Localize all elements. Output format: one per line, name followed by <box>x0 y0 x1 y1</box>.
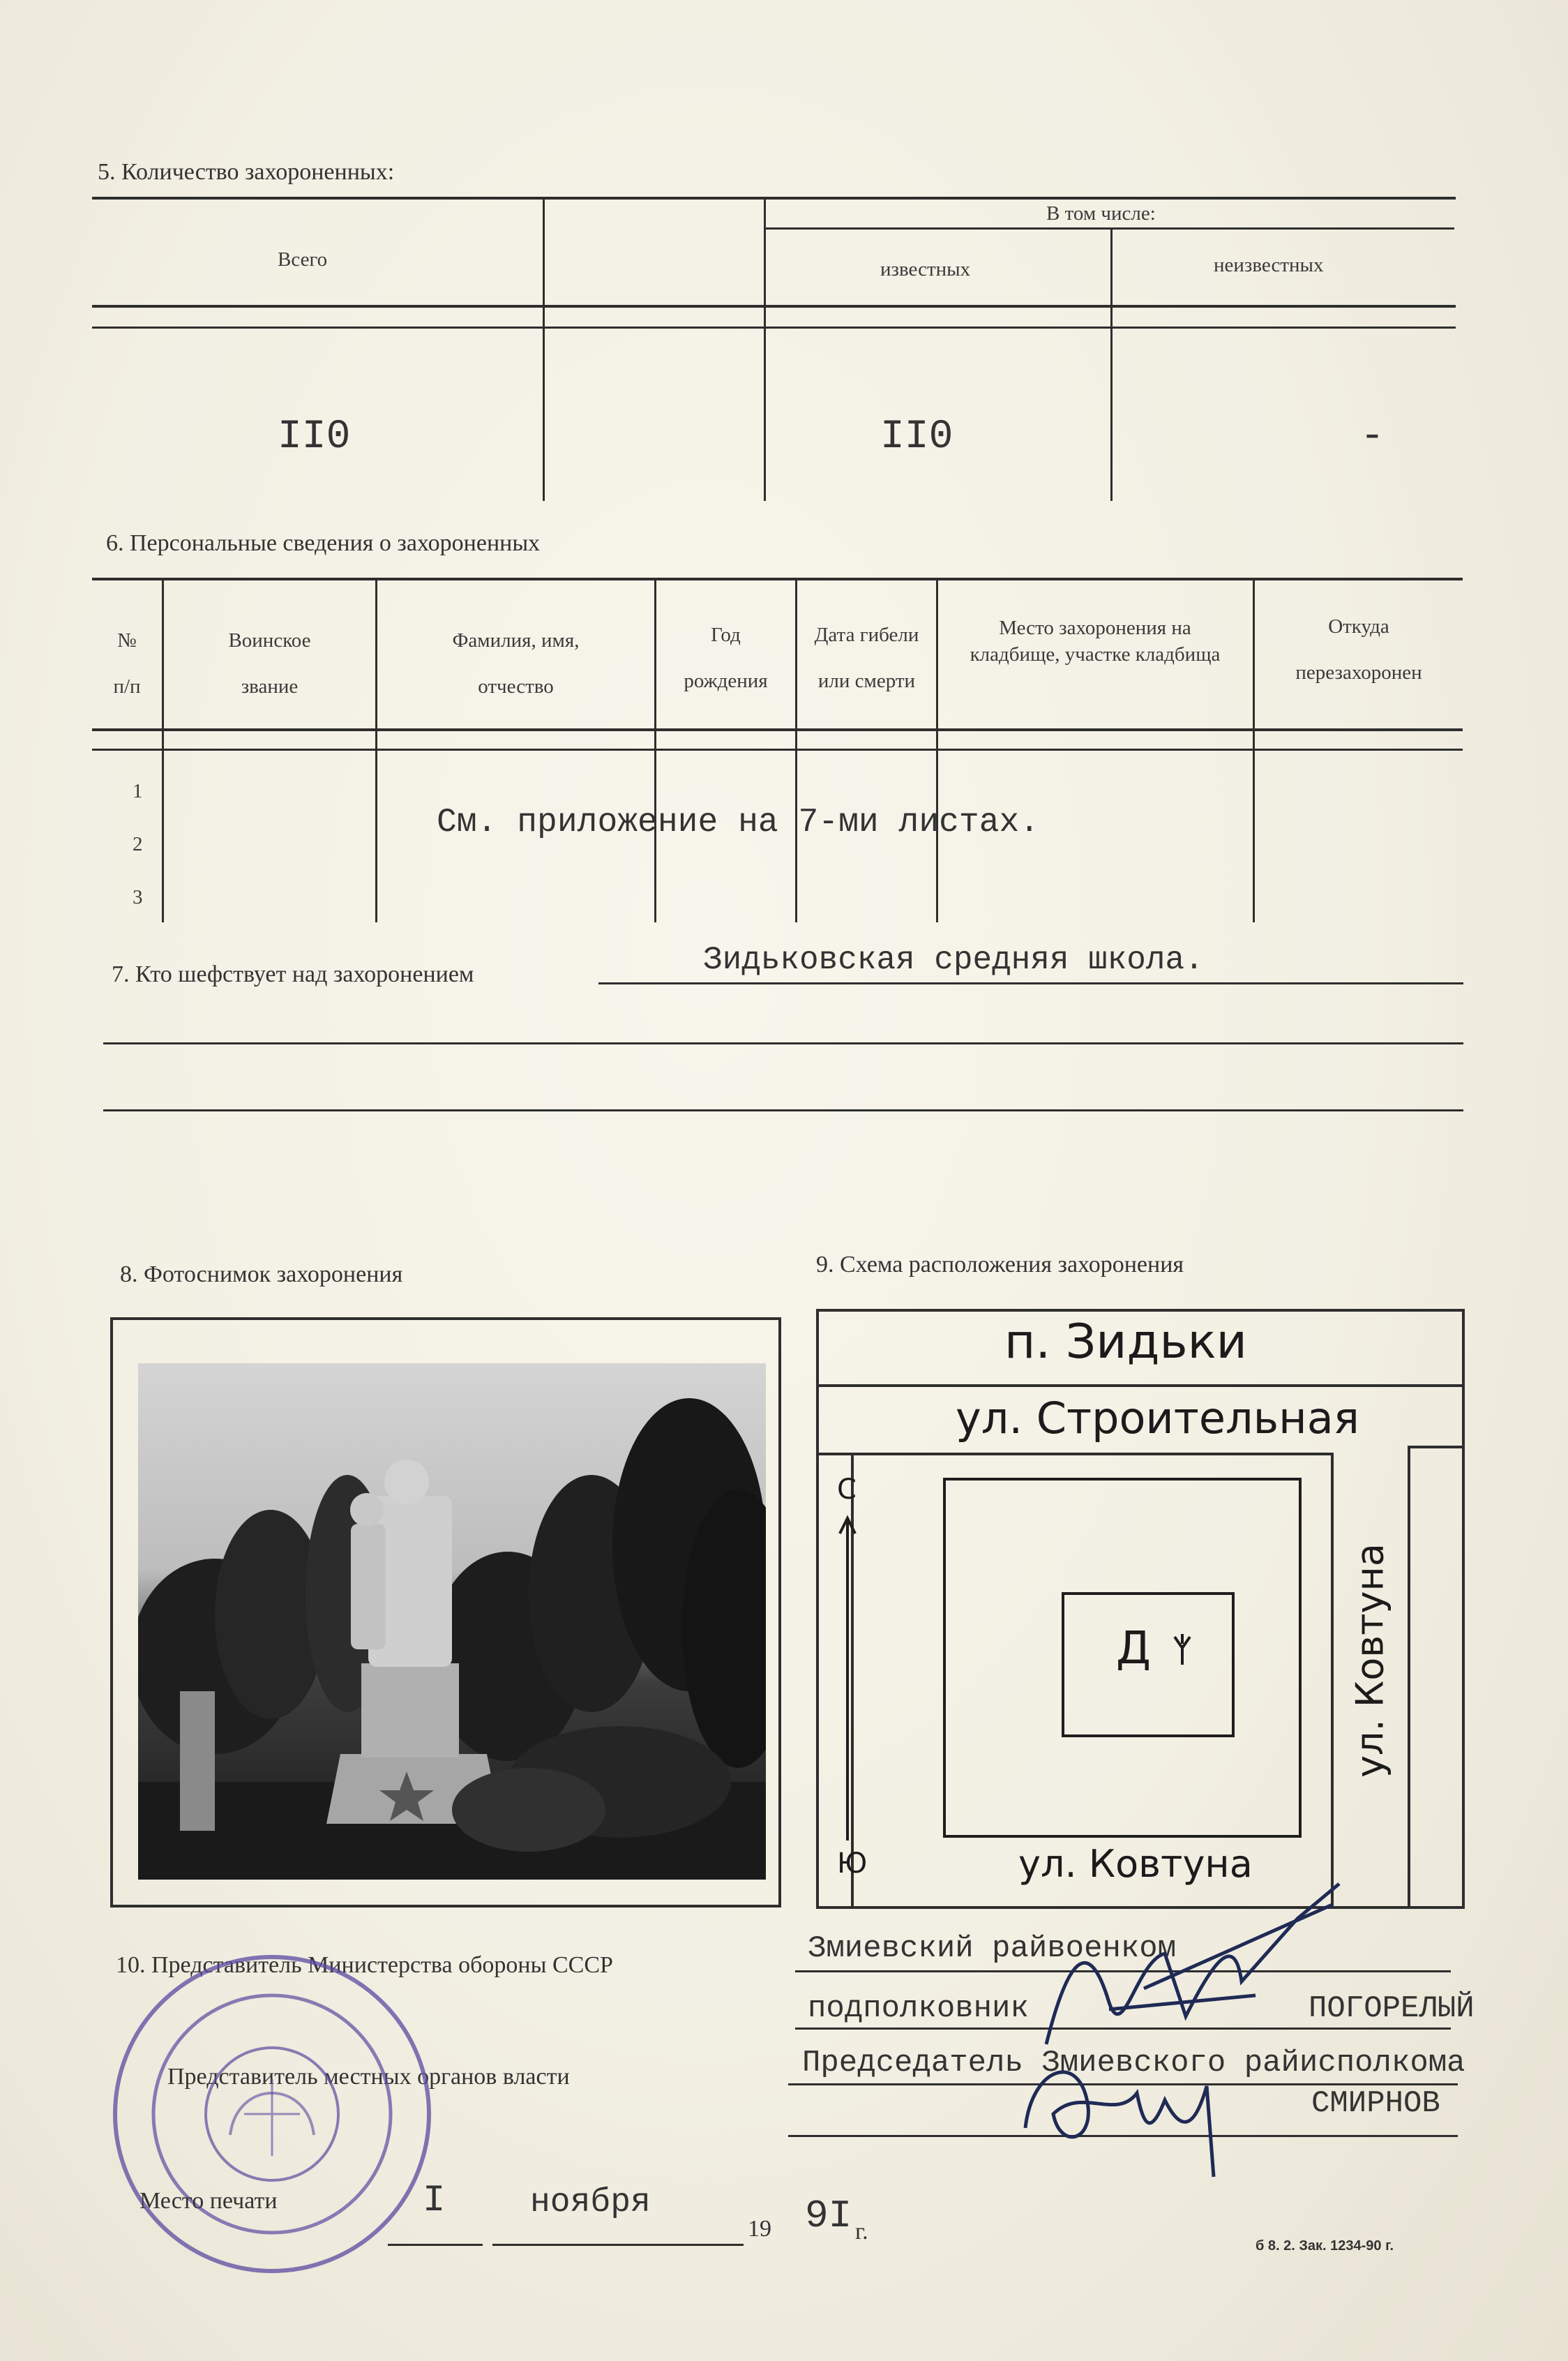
monument-symbol: Д <box>1116 1623 1151 1674</box>
table6-header-rule2 <box>92 749 1463 751</box>
section8-label: 8. Фотоснимок захоронения <box>120 1261 403 1287</box>
memorial-photo-image <box>138 1363 766 1880</box>
compass-north: С <box>837 1474 857 1506</box>
table6-header-rule <box>92 728 1463 731</box>
section5-heading: 5. Количество захороненных: <box>98 159 395 185</box>
table5-header-rule2 <box>92 327 1456 329</box>
signature-smirnov <box>1004 2023 1242 2184</box>
col-unknown-header: неизвестных <box>1214 254 1324 276</box>
row-number-3: 3 <box>133 886 143 908</box>
table5-col-divider-3 <box>1110 229 1113 501</box>
date-year-prefix: 19 <box>748 2216 771 2242</box>
unknown-buried-value: - <box>1360 414 1385 460</box>
local-rep-name: СМИРНОВ <box>1311 2086 1440 2121</box>
street-bottom-name: ул. Ковтуна <box>1018 1842 1253 1886</box>
date-day: I <box>423 2180 446 2222</box>
typed-appendix-note: См. приложение на 7-ми листах. <box>437 804 1040 841</box>
col-num-header: № п/п <box>113 629 141 698</box>
section9-label: 9. Схема расположения захоронения <box>816 1252 1184 1277</box>
compass-arrow-icon <box>837 1513 858 1845</box>
section7-rule-3 <box>103 1109 1463 1111</box>
col-total-header: Всего <box>278 248 328 271</box>
t6-div-5 <box>936 580 938 922</box>
total-buried-value: II0 <box>278 414 351 460</box>
col-birth-header: Год рождения <box>684 624 768 692</box>
patron-school: Зидьковская средняя школа. <box>703 942 1204 978</box>
date-month-rule <box>492 2244 744 2246</box>
memorial-photo <box>138 1363 766 1880</box>
local-rep-line1: Председатель Змиевского райисполкома <box>802 2046 1465 2081</box>
known-buried-value: II0 <box>880 414 953 460</box>
scheme-right-street-line-outer <box>1408 1446 1410 1909</box>
section10-local-label: Представитель местных органов власти <box>167 2064 570 2090</box>
col-rank-header: Воинское звание <box>228 629 311 698</box>
col-place-header: Место захоронения на кладбище, участке кладбища <box>970 617 1221 666</box>
section6-heading: 6. Персональные сведения о захороненных <box>106 530 541 556</box>
col-from-header: Откуда перезахоронен <box>1295 615 1422 684</box>
table5-col-divider-2 <box>764 200 766 501</box>
col-including-header: В том числе: <box>1046 202 1156 225</box>
scheme-street-inner-top <box>819 1453 1334 1455</box>
section10-mod-label: 10. Представитель Министерства обороны СССР <box>116 1952 613 1978</box>
row-number-2: 2 <box>133 833 143 855</box>
compass-south: Ю <box>837 1847 868 1880</box>
table5-top-rule <box>92 197 1456 200</box>
mod-rep-rank: подполковник <box>808 1991 1029 2026</box>
flower-icon <box>1170 1631 1194 1666</box>
scheme-right-street-line-inner <box>1331 1453 1334 1909</box>
section7-rule-1 <box>598 982 1463 984</box>
col-name-header: Фамилия, имя, отчество <box>452 629 580 698</box>
stamp-place-label: Место печати <box>140 2188 278 2214</box>
section7-label: 7. Кто шефствует над захоронением <box>112 961 474 987</box>
date-month: ноября <box>530 2184 651 2221</box>
section7-rule-2 <box>103 1042 1463 1044</box>
table6-top-rule <box>92 578 1463 580</box>
col-death-header: Дата гибели или смерти <box>814 624 919 692</box>
street-right-name: ул. Ковтуна <box>1348 1543 1392 1778</box>
col-known-header: известных <box>880 258 971 280</box>
date-year-g: г. <box>855 2219 868 2244</box>
date-day-rule <box>388 2244 483 2246</box>
table5-col-divider-1 <box>543 200 545 501</box>
mod-rep-line1: Змиевский райвоенком <box>808 1931 1177 1966</box>
scheme-right-street-cap <box>1408 1446 1465 1448</box>
mod-rep-name: ПОГОРЕЛЫЙ <box>1309 1991 1475 2026</box>
table5-sub-rule <box>764 227 1454 230</box>
date-year-suffix: 9I <box>805 2194 852 2238</box>
street-top-name: ул. Строительная <box>956 1393 1359 1444</box>
table5-header-rule <box>92 305 1456 308</box>
village-name: п. Зидьки <box>1004 1314 1247 1370</box>
row-number-1: 1 <box>133 780 143 802</box>
printer-mark: б 8. 2. Зак. 1234-90 г. <box>1256 2238 1394 2254</box>
official-round-stamp <box>105 1947 439 2281</box>
scheme-top-street-line <box>819 1384 1462 1387</box>
